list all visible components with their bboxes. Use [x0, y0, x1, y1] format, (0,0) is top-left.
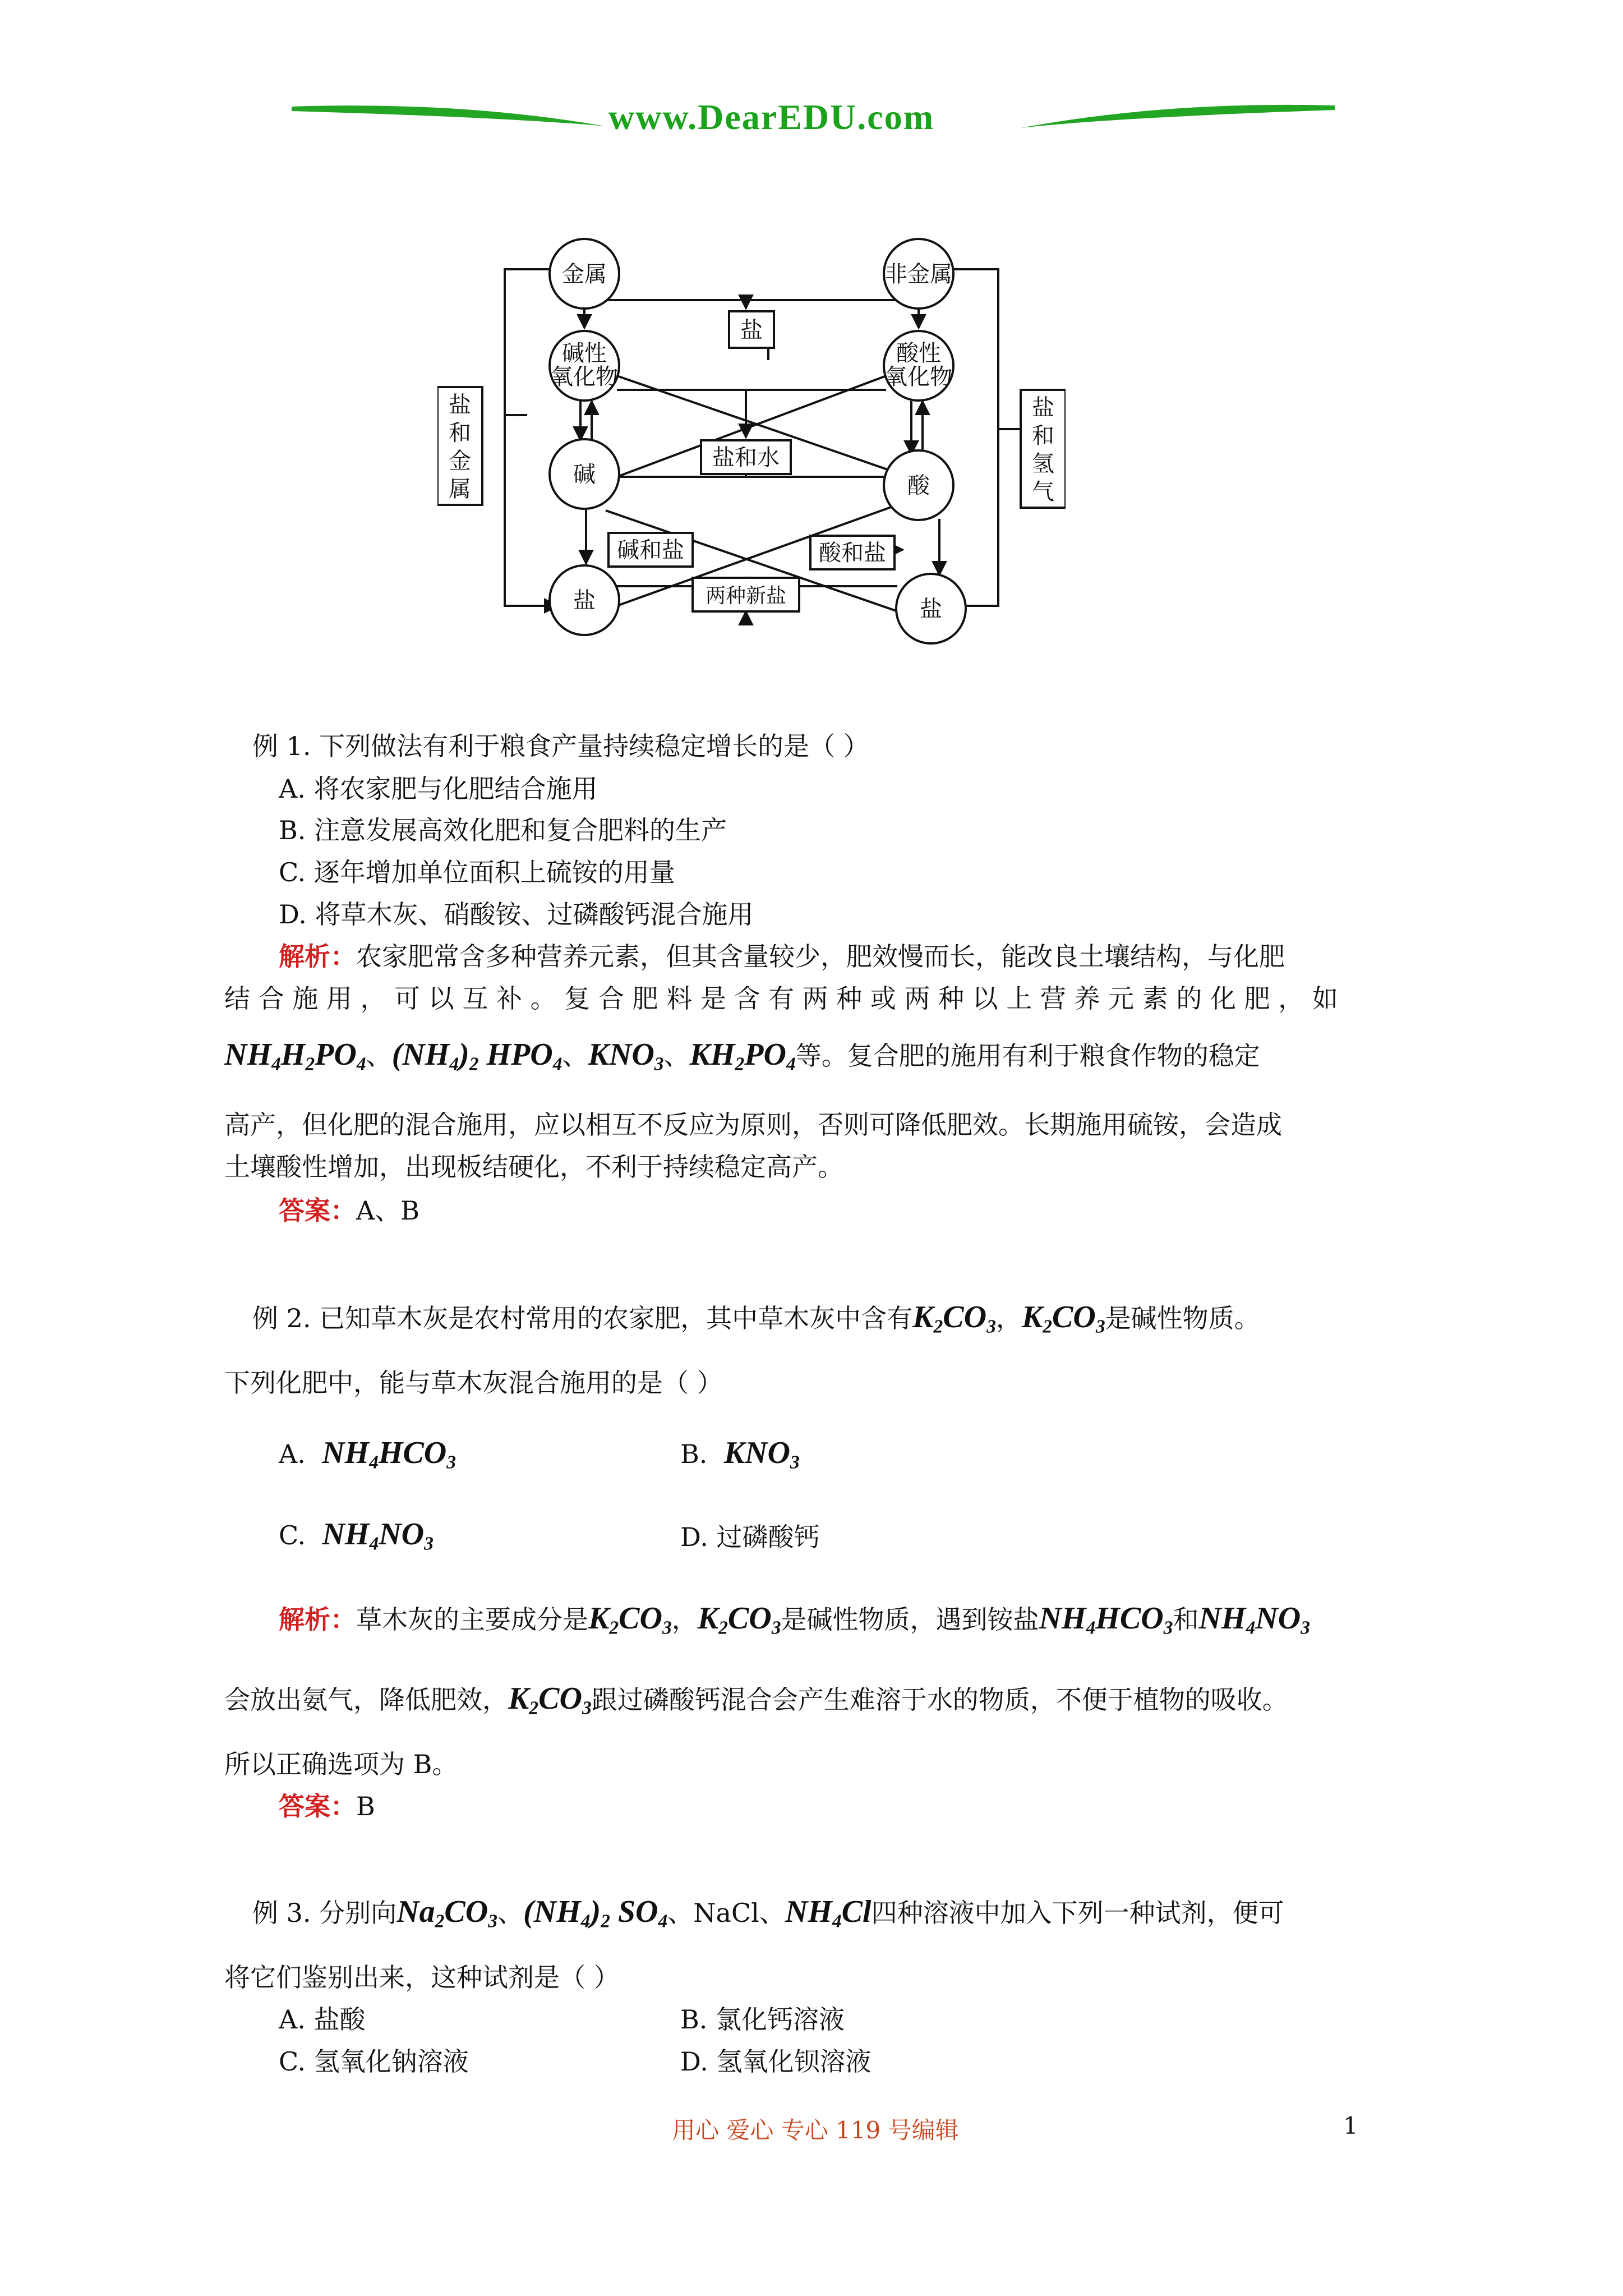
ex1-option-b: B. 注意发展高效化肥和复合肥料的生产 [279, 815, 727, 845]
sep-2: 、 [562, 1041, 588, 1071]
header-site-url[interactable]: www.DearEDU.com [608, 97, 934, 137]
formula-na2co3: $Na_2CO_3$ [396, 1894, 497, 1932]
page-number: 1 [1343, 2112, 1358, 2139]
formula-nh4h2po4: $NH_4H_2PO_4$ [224, 1037, 366, 1075]
ex3-question-text-a: 例 3. 分别向 [252, 1898, 397, 1928]
salt-hydrogen-label-2: 和 [1032, 423, 1054, 449]
ex3-question-nacl: 、NaCl、 [667, 1898, 785, 1928]
salt-hydrogen-label-3: 氢 [1032, 451, 1054, 477]
right-swoosh-icon [1021, 105, 1335, 128]
ex2-comma: ， [995, 1303, 1022, 1333]
salt-hydrogen-label-4: 气 [1032, 479, 1054, 505]
ex3-question-line1 [252, 1895, 1284, 1938]
salt-metal-label-3: 金 [449, 448, 471, 474]
ex2-question-text-b: 是碱性物质。 [1105, 1303, 1260, 1333]
ex2-option-d: D. 过磷酸钙 [680, 1522, 820, 1552]
ex2-answer-label: 答案： [279, 1791, 356, 1821]
salt-metal-label-4: 属 [449, 476, 471, 502]
basic-oxide-label-1: 碱性 [562, 341, 607, 366]
formula-nh4hco3-2: $NH_4HCO_3$ [1039, 1601, 1173, 1639]
ex2-analysis-line1 [279, 1602, 1310, 1645]
formula-kno3: $KNO_3$ [588, 1037, 664, 1075]
ex2-analysis-label: 解析： [279, 1604, 356, 1635]
ex2-answer-value: B [356, 1791, 375, 1821]
metal-label: 金属 [562, 261, 607, 287]
formula-nh4-2so4: $(NH_4)_2$ $SO_4$ [523, 1894, 668, 1932]
ex3-option-c: C. 氢氧化钠溶液 [279, 2046, 469, 2077]
ex1-analysis-line5: 土壤酸性增加，出现板结硬化，不利于持续稳定高产。 [224, 1152, 843, 1182]
ex2-option-a-label: A. [279, 1439, 306, 1469]
ex3-option-d: D. 氢氧化钡溶液 [680, 2046, 872, 2077]
ex2-question-line2: 下列化肥中，能与草木灰混合施用的是（ ） [224, 1368, 723, 1398]
basic-oxide-label-2: 氧化物 [551, 364, 618, 390]
ex2-analysis-text-d: 会放出氨气，降低肥效， [224, 1685, 508, 1715]
acid-salt-label: 酸和盐 [819, 540, 886, 566]
ex2-analysis-comma: ， [671, 1604, 698, 1635]
ex2-question-line1 [252, 1300, 1260, 1343]
sep-3: 、 [663, 1041, 690, 1071]
salt-metal-label-1: 盐 [449, 392, 471, 418]
formula-nh4-2hpo4: $(NH_4)_2$ $HPO_4$ [391, 1037, 562, 1075]
formula-k2co3-4: $K_2CO_3$ [697, 1601, 781, 1639]
ex2-option-c [279, 1517, 434, 1561]
ex2-analysis-text-b: 是碱性物质，遇到铵盐 [781, 1604, 1039, 1635]
acid-label: 酸 [907, 473, 930, 499]
ex3-option-a: A. 盐酸 [279, 2004, 366, 2035]
salt-metal-label-2: 和 [449, 420, 471, 446]
ex2-analysis-text-a: 草木灰的主要成分是 [356, 1604, 588, 1635]
base-salt-label: 碱和盐 [617, 537, 684, 563]
ex2-option-b-label: B. [680, 1439, 708, 1469]
ex2-analysis-text-e: 跟过磷酸钙混合会产生难溶于水的物质，不便于植物的吸收。 [591, 1685, 1288, 1715]
ex2-analysis-line3: 所以正确选项为 B。 [224, 1749, 458, 1779]
formula-k2co3-1: $K_2CO_3$ [912, 1300, 996, 1337]
base-label: 碱 [573, 462, 596, 487]
formula-kno3-b: $KNO_3$ [723, 1435, 800, 1473]
ex1-option-a: A. 将农家肥与化肥结合施用 [279, 774, 598, 804]
ex2-analysis-line2 [224, 1682, 1288, 1725]
ex3-sep: 、 [497, 1898, 523, 1928]
ex1-answer-label: 答案： [279, 1195, 356, 1226]
ex1-analysis-line2: 结 合 施 用 ， 可 以 互 补 。 复 合 肥 料 是 含 有 两 种 或 两 种 以 上 营 养 元 素 的 化 肥 ， 如 [224, 983, 1338, 1014]
salt-hydrogen-label-1: 盐 [1032, 395, 1054, 421]
footer-text: 用心 爱心 专心 119 号编辑 [672, 2116, 959, 2144]
ex1-analysis-line3 [224, 1038, 1260, 1081]
ex2-question-text-a: 例 2. 已知草木灰是农村常用的农家肥，其中草木灰中含有 [252, 1303, 913, 1333]
ex1-analysis-line4: 高产，但化肥的混合施用，应以相互不反应为原则，否则可降低肥效。长期施用硫铵，会造成 [224, 1110, 1282, 1140]
ex3-question-text-b: 四种溶液中加入下列一种试剂，便可 [871, 1898, 1284, 1928]
ex1-answer [279, 1194, 419, 1227]
formula-nh4no3: $NH_4NO_3$ [322, 1517, 434, 1554]
formula-nh4no3-2: $NH_4NO_3$ [1198, 1601, 1310, 1639]
ex2-answer [279, 1789, 375, 1823]
ex1-option-c: C. 逐年增加单位面积上硫铵的用量 [279, 857, 675, 887]
ex1-analysis-line1 [279, 940, 1285, 973]
chemistry-diagram [437, 213, 1066, 662]
left-swoosh-icon [292, 105, 606, 126]
formula-nh4hco3: $NH_4HCO_3$ [322, 1435, 457, 1473]
ex1-question: 例 1. 下列做法有利于粮食产量持续稳定增长的是（ ） [252, 731, 869, 761]
formula-nh4cl: $NH_4Cl$ [785, 1894, 872, 1932]
two-new-salts-label: 两种新盐 [705, 585, 787, 608]
salt-water-label: 盐和水 [712, 445, 780, 471]
ex3-question-line2: 将它们鉴别出来，这种试剂是（ ） [224, 1962, 620, 1993]
salt-left-label: 盐 [573, 588, 596, 614]
ex2-option-b [680, 1436, 800, 1479]
ex3-option-b: B. 氯化钙溶液 [680, 2004, 845, 2035]
ex1-analysis-text1: 农家肥常含多种营养元素，但其含量较少，肥效慢而长，能改良土壤结构，与化肥 [356, 941, 1285, 972]
acidic-oxide-label-1: 酸性 [896, 341, 941, 366]
formula-k2co3-3: $K_2CO_3$ [588, 1601, 672, 1639]
salt-top-label: 盐 [740, 318, 763, 343]
formula-k2co3-2: $K_2CO_3$ [1021, 1300, 1105, 1337]
nonmetal-label: 非金属 [885, 261, 952, 287]
formula-k2co3-5: $K_2CO_3$ [508, 1681, 592, 1719]
salt-right-label: 盐 [920, 596, 942, 622]
ex2-analysis-text-c: 和 [1173, 1604, 1199, 1635]
ex1-answer-value: A、B [356, 1195, 420, 1226]
ex2-option-c-label: C. [279, 1520, 306, 1550]
ex1-analysis-label: 解析： [279, 941, 356, 972]
acidic-oxide-label-2: 氧化物 [885, 364, 952, 390]
ex2-option-a [279, 1436, 456, 1479]
formula-kh2po4: $KH_2PO_4$ [689, 1037, 796, 1075]
ex1-analysis-text3: 等。复合肥的施用有利于粮食作物的稳定 [795, 1041, 1260, 1071]
ex1-option-d: D. 将草木灰、硝酸铵、过磷酸钙混合施用 [279, 899, 754, 930]
sep-1: 、 [366, 1041, 392, 1071]
